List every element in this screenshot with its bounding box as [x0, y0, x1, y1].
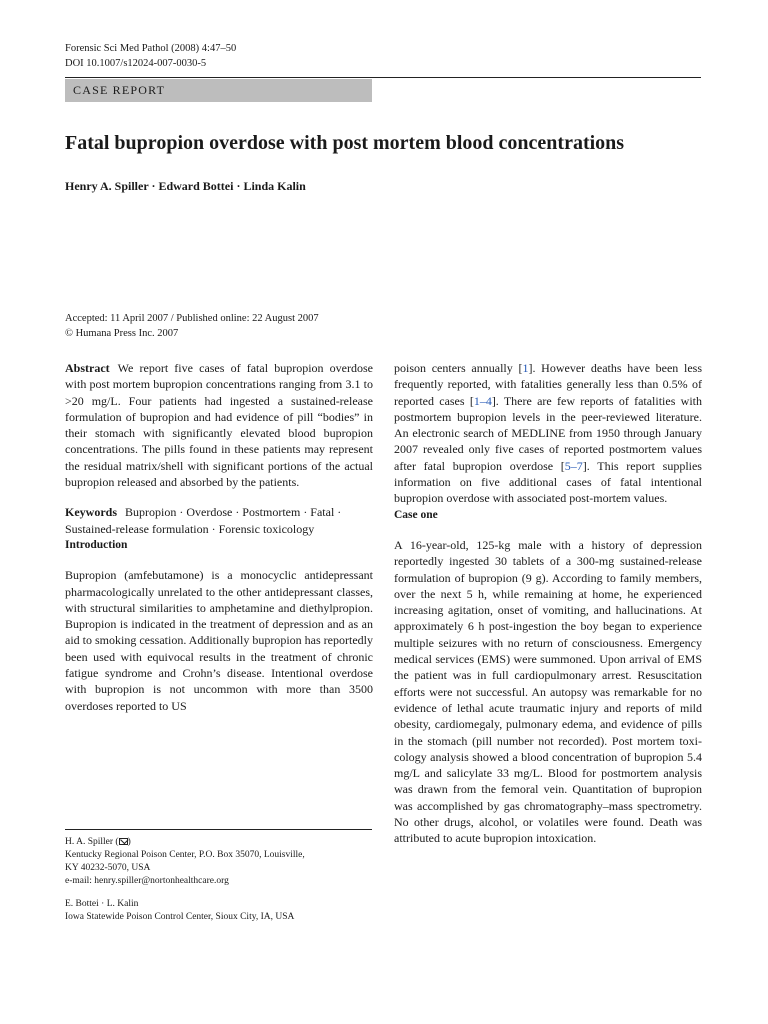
introduction-text: Bupropion (amfebutamone) is a monocyclic antidepressant pharmacologically unrelated to the other antidepressant classes, with structural similarities to amphetamine and diethylpropion. Bupropion is indicated in the treatment of depression and as an aid to smoking cessation. Additionally bupropion has reportedly been used with equivocal results in the treatment of chronic fatigue syndrome and Crohn’s disease. Intentional overdose with bupropion is not uncommon with more than 3500 overdoses reported to US [65, 568, 373, 713]
author-name-end: ) [127, 837, 131, 847]
right-column [394, 360, 702, 847]
author-name: H. A. Spiller ( [65, 837, 119, 847]
introduction-heading: Introduction [65, 538, 128, 551]
intro-text-part: poison centers annually [ [394, 361, 523, 375]
reference-link-1[interactable]: 1 [522, 361, 529, 375]
copyright: © Humana Press Inc. 2007 [65, 328, 179, 339]
keywords-heading: Keywords [65, 505, 117, 520]
affiliation-line: Iowa Statewide Poison Control Center, Sioux City, IA, USA [65, 912, 295, 922]
journal-info [65, 41, 236, 71]
section-label: CASE REPORT [65, 79, 372, 102]
publication-dates [65, 311, 319, 341]
article-title: Fatal bupropion overdose with post mortem blood concentrations [65, 132, 625, 154]
intro-text-part: ]. This report supplies information on five additional cases of fatal intentional bupropion overdose with associated post-mortem values. [394, 458, 702, 506]
reference-link-1-4[interactable]: 1–4 [473, 393, 492, 408]
abstract-text: We report five cases of fatal bupropion overdose with post mortem bupropion concentrations ranging from 3.1 to >20 mg/L. Four patients had ingested a sustained-release formulation of bupropion and had evidence of pill “bodies” in their stomach with significantly elevated blood bupropion concentrations. The pills found in these patients may represent the residual matrix/shell with significant portions of the actual bupropion released and absorbed by the patients. [65, 361, 373, 490]
abstract-heading: Abstract [65, 361, 110, 375]
abstract [65, 360, 373, 490]
header-rule [65, 77, 701, 78]
author-list: Henry A. Spiller · Edward Bottei · Linda Kalin [65, 179, 306, 193]
journal-doi: DOI 10.1007/s12024-007-0030-5 [65, 58, 207, 69]
keywords [65, 504, 373, 537]
author-email[interactable]: e-mail: henry.spiller@nortonhealthcare.org [65, 876, 229, 886]
introduction-continued [394, 360, 702, 507]
footnote-rule [65, 829, 372, 830]
case-one-text: A 16-year-old, 125-kg male with a history of depression reportedly ingested 30 tablets of a 300-mg sustained-release formulation of bupropion (9 g). According to family members, over the next 5 h, while remaining at home, he experienced increasing agitation, onset of vomiting, and hallucinations. At approximately 6 h post-ingestion the boy began to experience multiple seizures with no return of consciousness. Emergency medical services (EMS) were summoned. Upon arrival of EMS the patient was in full cardiopulmonary arrest. Resuscitation efforts were not successful. An autopsy was remarkable for no evidence of lethal acute traumatic injury and reports of mild obesity, cardiomegaly, pulmonary edema, and evidence of pills in the stomach (pill number not recorded). Post mortem toxi-cology analysis showed a blood concentration of bupropion 5.4 mg/L and salicylate 33 mg/L. Blood for postmortem analysis was drawn from the femoral vein. Quantitation of bupropion was accomplished by gas chromatography–mass spectrometry. No other drugs, alcohol, or volatiles were found. Death was attributed to acute bupropion intoxication. [394, 537, 702, 846]
case-one-heading: Case one [394, 508, 438, 521]
corresponding-author [65, 836, 375, 849]
coauthor-names: E. Bottei · L. Kalin [65, 899, 139, 909]
journal-citation: Forensic Sci Med Pathol (2008) 4:47–50 [65, 43, 237, 54]
envelope-icon[interactable] [119, 838, 128, 845]
keywords-text: Bupropion · Overdose · Postmortem · Fatal · Sustained-release formulation · Forensic toxicology [65, 505, 342, 536]
intro-text-part: ]. There are few reports of fatalities with postmortem bupropion levels in the peer-reviewed literature. An electronic search of MEDLINE from 1950 through January 2007 revealed only five cases of reported postmortem values after fatal bupropion overdose [ [394, 393, 702, 473]
author-affiliations [65, 836, 375, 924]
left-column [65, 360, 373, 714]
affiliation-line: Kentucky Regional Poison Center, P.O. Box 35070, Louisville, [65, 850, 305, 860]
reference-link-5-7[interactable]: 5–7 [564, 458, 583, 473]
intro-text-part: ]. However deaths have been less frequently reported, with fatalities generally less than 0.5% of reported cases [ [394, 361, 702, 408]
affiliation-line: KY 40232-5070, USA [65, 863, 151, 873]
accepted-date: Accepted: 11 April 2007 / Published online: 22 August 2007 [65, 313, 319, 324]
